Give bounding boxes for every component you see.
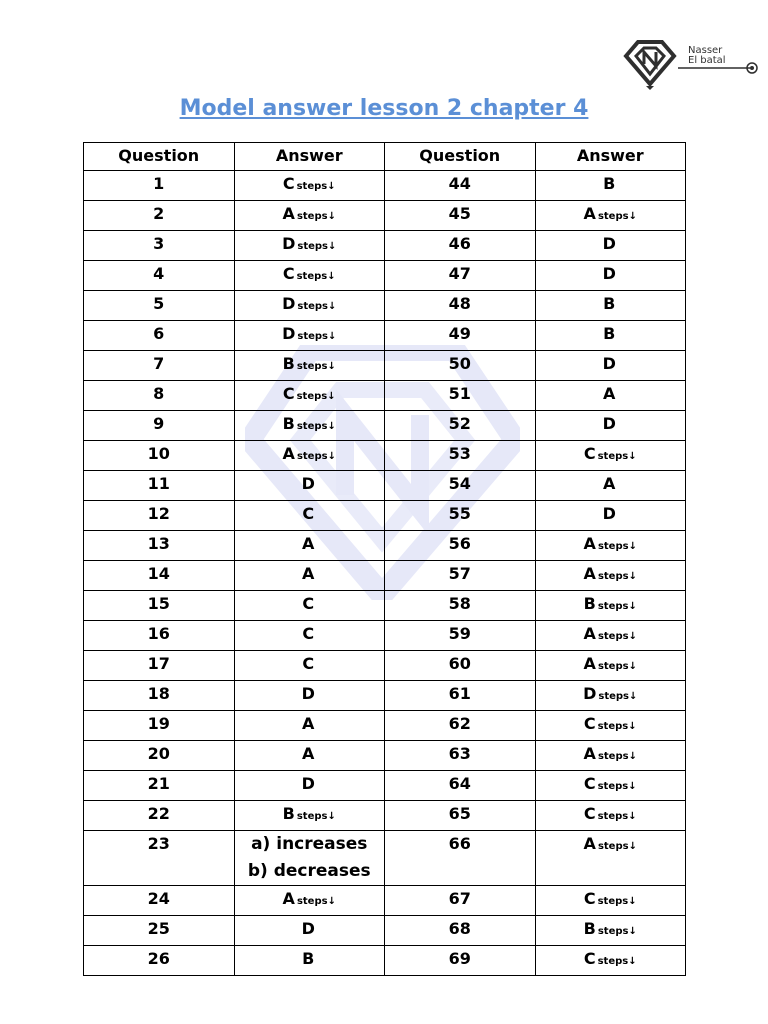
table-header-row xyxy=(84,143,686,171)
steps-note: steps↓ xyxy=(597,570,637,582)
answer-cell xyxy=(535,710,686,740)
question-number: 12 xyxy=(84,500,235,530)
question-number: 52 xyxy=(385,410,536,440)
answer-letter: A xyxy=(583,563,596,583)
answer-letter: D xyxy=(602,263,616,283)
answer-letter: C xyxy=(282,383,295,403)
answer-table-body xyxy=(84,170,686,975)
table-row xyxy=(84,560,686,590)
answer-cell xyxy=(234,260,385,290)
answer-cell xyxy=(535,470,686,500)
question-number: 66 xyxy=(385,830,536,885)
question-number: 13 xyxy=(84,530,235,560)
answer-letter: B xyxy=(282,353,295,373)
answer-cell xyxy=(535,500,686,530)
answer-cell xyxy=(535,230,686,260)
answer-letter: D xyxy=(583,683,597,703)
answer-cell xyxy=(234,500,385,530)
answer-letter: B xyxy=(583,918,596,938)
table-row xyxy=(84,380,686,410)
answer-letter: B xyxy=(282,413,295,433)
question-number: 50 xyxy=(385,350,536,380)
answer-letter: A xyxy=(583,743,596,763)
question-number: 9 xyxy=(84,410,235,440)
answer-cell xyxy=(535,260,686,290)
table-row xyxy=(84,650,686,680)
steps-note: steps↓ xyxy=(296,895,336,907)
question-number: 11 xyxy=(84,470,235,500)
steps-note: steps↓ xyxy=(597,840,637,852)
answer-cell xyxy=(535,440,686,470)
table-row xyxy=(84,440,686,470)
question-number: 63 xyxy=(385,740,536,770)
steps-note: steps↓ xyxy=(597,810,637,822)
answer-cell xyxy=(234,740,385,770)
steps-note: steps↓ xyxy=(597,210,637,222)
answer-letter: C xyxy=(583,443,596,463)
steps-note: steps↓ xyxy=(597,780,637,792)
question-number: 62 xyxy=(385,710,536,740)
table-row xyxy=(84,740,686,770)
question-number: 17 xyxy=(84,650,235,680)
answer-letter: D xyxy=(602,233,616,253)
answer-letter: B xyxy=(282,803,295,823)
answer-cell xyxy=(234,620,385,650)
table-row xyxy=(84,170,686,200)
steps-note: steps↓ xyxy=(597,955,637,967)
answer-letter: B xyxy=(583,593,596,613)
answer-cell xyxy=(234,830,385,885)
column-header: Answer xyxy=(535,143,686,171)
answer-letter: C xyxy=(302,593,315,613)
question-number: 21 xyxy=(84,770,235,800)
steps-note: steps↓ xyxy=(597,720,637,732)
answer-letter: D xyxy=(301,473,315,493)
answer-cell xyxy=(234,470,385,500)
answer-cell xyxy=(535,620,686,650)
table-row xyxy=(84,945,686,975)
steps-note: steps↓ xyxy=(597,925,637,937)
answer-line: a) increases xyxy=(251,833,368,854)
answer-cell xyxy=(535,320,686,350)
answer-letter: D xyxy=(602,413,616,433)
answer-cell xyxy=(535,650,686,680)
steps-note: steps↓ xyxy=(597,895,637,907)
answer-cell xyxy=(535,740,686,770)
answer-letter: A xyxy=(603,383,616,403)
column-header: Answer xyxy=(234,143,385,171)
logo-text xyxy=(688,46,726,66)
answer-cell xyxy=(535,680,686,710)
question-number: 4 xyxy=(84,260,235,290)
question-number: 3 xyxy=(84,230,235,260)
question-number: 64 xyxy=(385,770,536,800)
answer-letter: C xyxy=(302,653,315,673)
steps-note: steps↓ xyxy=(597,600,637,612)
answer-line: b) decreases xyxy=(247,860,371,881)
answer-letter: C xyxy=(583,803,596,823)
table-row xyxy=(84,770,686,800)
steps-note: steps↓ xyxy=(597,450,637,462)
logo-name-line2: El batal xyxy=(688,55,726,66)
answer-letter: C xyxy=(583,888,596,908)
answer-cell xyxy=(535,170,686,200)
answer-letter: D xyxy=(282,293,296,313)
answer-cell xyxy=(535,350,686,380)
table-row xyxy=(84,320,686,350)
table-row xyxy=(84,620,686,650)
steps-note: steps↓ xyxy=(297,300,337,312)
answer-table xyxy=(83,142,686,976)
table-row xyxy=(84,885,686,915)
question-number: 22 xyxy=(84,800,235,830)
answer-letter: A xyxy=(583,653,596,673)
question-number: 24 xyxy=(84,885,235,915)
answer-cell xyxy=(535,410,686,440)
answer-cell xyxy=(234,945,385,975)
table-row xyxy=(84,350,686,380)
question-number: 6 xyxy=(84,320,235,350)
question-number: 48 xyxy=(385,290,536,320)
table-row xyxy=(84,915,686,945)
answer-cell xyxy=(234,290,385,320)
table-row xyxy=(84,260,686,290)
question-number: 7 xyxy=(84,350,235,380)
table-row xyxy=(84,230,686,260)
question-number: 49 xyxy=(385,320,536,350)
answer-cell xyxy=(234,410,385,440)
table-row xyxy=(84,830,686,885)
answer-cell xyxy=(535,560,686,590)
steps-note: steps↓ xyxy=(598,690,638,702)
question-number: 51 xyxy=(385,380,536,410)
answer-cell xyxy=(234,380,385,410)
question-number: 10 xyxy=(84,440,235,470)
answer-cell xyxy=(234,885,385,915)
answer-letter: B xyxy=(603,293,616,313)
steps-note: steps↓ xyxy=(296,180,336,192)
answer-cell xyxy=(234,200,385,230)
answer-cell xyxy=(234,530,385,560)
question-number: 61 xyxy=(385,680,536,710)
answer-cell xyxy=(535,530,686,560)
question-number: 20 xyxy=(84,740,235,770)
table-row xyxy=(84,200,686,230)
answer-letter: A xyxy=(302,743,315,763)
answer-letter: B xyxy=(302,948,315,968)
question-number: 16 xyxy=(84,620,235,650)
answer-letter: A xyxy=(603,473,616,493)
answer-letter: C xyxy=(282,263,295,283)
answer-cell xyxy=(234,170,385,200)
question-number: 46 xyxy=(385,230,536,260)
answer-letter: D xyxy=(301,773,315,793)
table-row xyxy=(84,290,686,320)
question-number: 18 xyxy=(84,680,235,710)
steps-note: steps↓ xyxy=(296,420,336,432)
question-number: 56 xyxy=(385,530,536,560)
answer-cell xyxy=(535,380,686,410)
table-row xyxy=(84,710,686,740)
question-number: 57 xyxy=(385,560,536,590)
page-title: Model answer lesson 2 chapter 4 xyxy=(179,96,589,121)
answer-letter: C xyxy=(583,773,596,793)
answer-letter: C xyxy=(583,713,596,733)
question-number: 55 xyxy=(385,500,536,530)
table-row xyxy=(84,800,686,830)
answer-letter: A xyxy=(302,533,315,553)
steps-note: steps↓ xyxy=(597,660,637,672)
answer-letter: A xyxy=(282,203,295,223)
answer-cell xyxy=(234,440,385,470)
steps-note: steps↓ xyxy=(296,390,336,402)
answer-letter: D xyxy=(282,233,296,253)
steps-note: steps↓ xyxy=(296,360,336,372)
answer-letter: A xyxy=(583,833,596,853)
answer-cell xyxy=(234,560,385,590)
logo-name-line1: Nasser xyxy=(688,45,723,56)
answer-cell xyxy=(234,230,385,260)
question-number: 44 xyxy=(385,170,536,200)
steps-note: steps↓ xyxy=(296,450,336,462)
question-number: 26 xyxy=(84,945,235,975)
answer-cell xyxy=(535,290,686,320)
table-row xyxy=(84,680,686,710)
answer-cell xyxy=(234,650,385,680)
answer-cell xyxy=(535,915,686,945)
question-number: 60 xyxy=(385,650,536,680)
answer-letter: C xyxy=(282,173,295,193)
answer-letter: B xyxy=(603,323,616,343)
question-number: 54 xyxy=(385,470,536,500)
answer-letter: D xyxy=(301,683,315,703)
answer-cell xyxy=(535,945,686,975)
question-number: 14 xyxy=(84,560,235,590)
question-number: 65 xyxy=(385,800,536,830)
steps-note: steps↓ xyxy=(296,270,336,282)
table-row xyxy=(84,410,686,440)
answer-cell xyxy=(234,800,385,830)
answer-cell xyxy=(234,350,385,380)
answer-letter: A xyxy=(583,623,596,643)
question-number: 15 xyxy=(84,590,235,620)
answer-cell xyxy=(234,770,385,800)
steps-note: steps↓ xyxy=(296,810,336,822)
answer-cell xyxy=(535,830,686,885)
answer-cell xyxy=(535,770,686,800)
question-number: 8 xyxy=(84,380,235,410)
question-number: 25 xyxy=(84,915,235,945)
question-number: 45 xyxy=(385,200,536,230)
steps-note: steps↓ xyxy=(296,210,336,222)
answer-cell xyxy=(535,590,686,620)
question-number: 23 xyxy=(84,830,235,885)
answer-cell xyxy=(535,800,686,830)
question-number: 59 xyxy=(385,620,536,650)
question-number: 53 xyxy=(385,440,536,470)
answer-letter: A xyxy=(583,533,596,553)
answer-cell xyxy=(535,200,686,230)
answer-letter: A xyxy=(302,713,315,733)
steps-note: steps↓ xyxy=(597,750,637,762)
answer-letter: A xyxy=(282,443,295,463)
question-number: 1 xyxy=(84,170,235,200)
answer-cell xyxy=(234,680,385,710)
question-number: 47 xyxy=(385,260,536,290)
table-row xyxy=(84,500,686,530)
answer-letter: A xyxy=(583,203,596,223)
answer-letter: D xyxy=(602,353,616,373)
question-number: 67 xyxy=(385,885,536,915)
steps-note: steps↓ xyxy=(297,330,337,342)
answer-letter: B xyxy=(603,173,616,193)
question-number: 5 xyxy=(84,290,235,320)
answer-letter: D xyxy=(282,323,296,343)
steps-note: steps↓ xyxy=(597,630,637,642)
steps-note: steps↓ xyxy=(597,540,637,552)
answer-cell xyxy=(234,320,385,350)
answer-letter: D xyxy=(602,503,616,523)
column-header: Question xyxy=(84,143,235,171)
answer-letter: C xyxy=(302,623,315,643)
question-number: 58 xyxy=(385,590,536,620)
answer-letter: A xyxy=(282,888,295,908)
question-number: 19 xyxy=(84,710,235,740)
answer-letter: D xyxy=(301,918,315,938)
steps-note: steps↓ xyxy=(297,240,337,252)
question-number: 2 xyxy=(84,200,235,230)
answer-cell xyxy=(535,885,686,915)
column-header: Question xyxy=(385,143,536,171)
table-row xyxy=(84,530,686,560)
table-row xyxy=(84,590,686,620)
question-number: 68 xyxy=(385,915,536,945)
answer-cell xyxy=(234,915,385,945)
answer-letter: C xyxy=(302,503,315,523)
table-row xyxy=(84,470,686,500)
answer-cell xyxy=(234,710,385,740)
answer-letter: C xyxy=(583,948,596,968)
answer-cell xyxy=(234,590,385,620)
question-number: 69 xyxy=(385,945,536,975)
answer-letter: A xyxy=(302,563,315,583)
